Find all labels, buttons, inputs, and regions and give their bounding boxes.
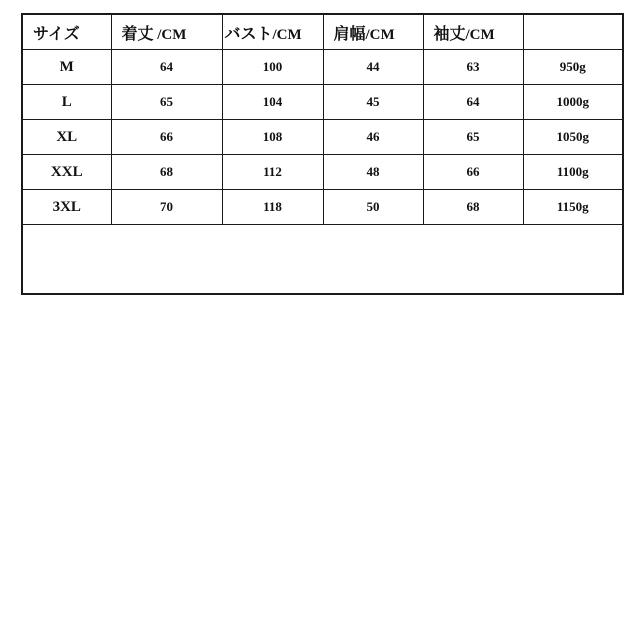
empty-row <box>22 225 623 295</box>
length-cell: 70 <box>111 190 222 225</box>
length-cell: 68 <box>111 155 222 190</box>
size-cell: 3XL <box>22 190 111 225</box>
sleeve-cell: 65 <box>423 120 523 155</box>
bust-cell: 100 <box>222 50 323 85</box>
size-cell: XL <box>22 120 111 155</box>
table-row <box>22 155 623 190</box>
size-cell: XXL <box>22 155 111 190</box>
length-cell: 65 <box>111 85 222 120</box>
weight-cell: 1100g <box>523 155 623 190</box>
shoulder-cell: 45 <box>323 85 423 120</box>
bust-cell: 104 <box>222 85 323 120</box>
size-cell: L <box>22 85 111 120</box>
sleeve-cell: 68 <box>423 190 523 225</box>
header-size: サイズ <box>22 14 111 50</box>
weight-cell: 1000g <box>523 85 623 120</box>
header-sleeve: 袖丈/CM <box>423 14 523 50</box>
shoulder-cell: 50 <box>323 190 423 225</box>
header-length: 着丈 /CM <box>111 14 222 50</box>
weight-cell: 950g <box>523 50 623 85</box>
sleeve-cell: 66 <box>423 155 523 190</box>
header-bust: バスト/CM <box>222 14 323 50</box>
sleeve-cell: 64 <box>423 85 523 120</box>
sleeve-cell: 63 <box>423 50 523 85</box>
size-chart-table <box>21 13 624 295</box>
bust-cell: 108 <box>222 120 323 155</box>
header-shoulder: 肩幅/CM <box>323 14 423 50</box>
shoulder-cell: 44 <box>323 50 423 85</box>
shoulder-cell: 46 <box>323 120 423 155</box>
weight-cell: 1150g <box>523 190 623 225</box>
table-row <box>22 120 623 155</box>
table-row <box>22 85 623 120</box>
header-row <box>22 14 623 50</box>
size-cell: M <box>22 50 111 85</box>
shoulder-cell: 48 <box>323 155 423 190</box>
header-empty <box>523 14 623 50</box>
empty-cell <box>22 225 623 295</box>
bust-cell: 112 <box>222 155 323 190</box>
weight-cell: 1050g <box>523 120 623 155</box>
bust-cell: 118 <box>222 190 323 225</box>
length-cell: 64 <box>111 50 222 85</box>
table-row <box>22 190 623 225</box>
table-row <box>22 50 623 85</box>
length-cell: 66 <box>111 120 222 155</box>
